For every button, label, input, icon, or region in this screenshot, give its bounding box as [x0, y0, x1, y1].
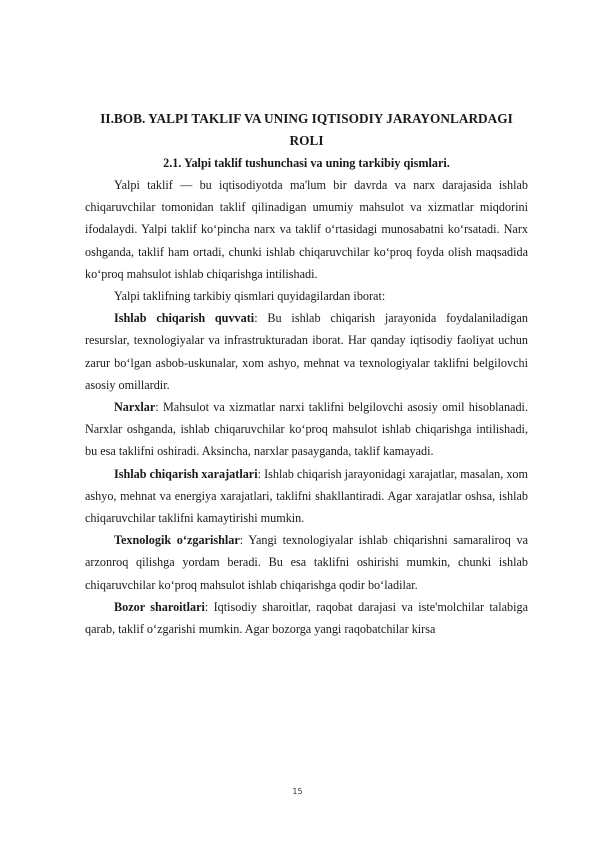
- paragraph-production-costs: [85, 463, 528, 530]
- chapter-title: II.BOB. YALPI TAKLIF VA UNING IQTISODIY JARAYONLARDAGI ROLI: [100, 111, 513, 148]
- paragraph-definition: [85, 174, 528, 285]
- paragraph-text: Yalpi taklif — bu iqtisodiyotda ma'lum bir davrda va narx darajasida ishlab chiqaruvchilar tomonidan taklif qilinadigan umumiy mahsulot va xizmatlar miqdorini ifodalaydi. Yalpi taklif ko‘pincha narx va taklif o‘rtasidagi munosabatni ko‘rsatadi. Narx oshganda, taklif ham ortadi, chunki ishlab chiqaruvchilar ko‘proq foyda olish maqsadida ko‘proq mahsulot ishlab chiqarishga intilishadi.: [85, 178, 528, 281]
- paragraph-prices: [85, 396, 528, 463]
- paragraph-market-conditions: [85, 596, 528, 640]
- paragraph-text: : Ishlab chiqarish jarayonidagi xarajatlar, masalan, xom ashyo, mehnat va energiya xarajatlari, taklifni shakllantiradi. Agar xarajatlar oshsa, ishlab chiqaruvchilar taklifni kamaytirishi mumkin.: [85, 466, 528, 526]
- section-title: 2.1. Yalpi taklif tushunchasi va uning tarkibiy qismlari.: [163, 156, 450, 170]
- term-label: Ishlab chiqarish quvvati: [114, 311, 255, 326]
- paragraph-text: : Iqtisodiy sharoitlar, raqobat darajasi va iste'molchilar talabiga qarab, taklif o‘zgarishi mumkin. Agar bozorga yangi raqobatchilar kirsa: [85, 599, 528, 637]
- paragraph-text: Yalpi taklifning tarkibiy qismlari quyidagilardan iborat:: [114, 289, 386, 304]
- term-label: Narxlar: [114, 400, 156, 415]
- page-content: [85, 108, 528, 640]
- term-label: Bozor sharoitlari: [114, 599, 205, 614]
- paragraph-technological-changes: [85, 529, 528, 596]
- paragraph-production-capacity: [85, 307, 528, 396]
- page-number: 15: [292, 787, 303, 796]
- term-label: Texnologik o‘zgarishlar: [114, 533, 240, 548]
- paragraph-components-intro: [85, 285, 528, 307]
- paragraph-text: : Bu ishlab chiqarish jarayonida foydalaniladigan resurslar, texnologiyalar va infrastrukturadan iborat. Har qanday iqtisodiy faoliyat uchun zarur bo‘lgan asbob-uskunalar, xom ashyo, mehnat va texnologiyalar taklifni belgilovchi asosiy omillardir.: [85, 311, 528, 392]
- paragraph-text: : Yangi texnologiyalar ishlab chiqarishni samaraliroq va arzonroq qilishga yordam beradi. Bu esa taklifni oshirishi mumkin, chunki ishlab chiqaruvchilar ko‘proq mahsulot ishlab chiqarishga qodir bo‘ladilar.: [85, 533, 529, 592]
- term-label: Ishlab chiqarish xarajatlari: [114, 466, 258, 481]
- paragraph-text: : Mahsulot va xizmatlar narxi taklifni belgilovchi asosiy omil hisoblanadi. Narxlar oshganda, ishlab chiqaruvchilar ko‘proq mahsulot ishlab chiqarishga intilishadi, bu esa taklifni oshiradi. Aksincha, narxlar pasayganda, taklif kamayadi.: [85, 400, 528, 459]
